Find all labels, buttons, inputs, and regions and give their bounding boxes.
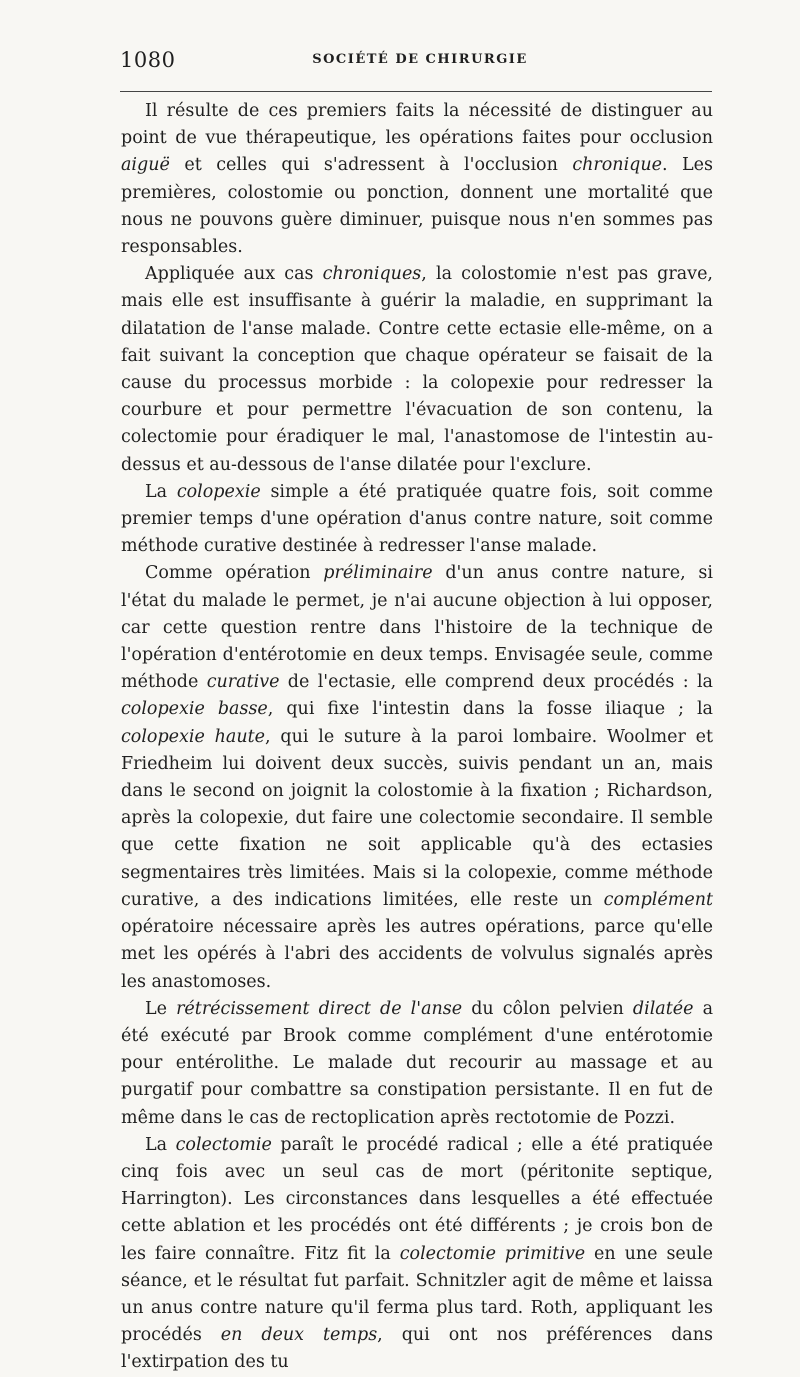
- page-header: [120, 48, 720, 78]
- text-run: et celles qui s'adressent à l'occlusion: [169, 155, 573, 176]
- text-run: , la colostomie n'est pas grave, mais elle est insuffisante à guérir la maladie, en supprimant la dilatation de l'anse malade. Contre cette ectasie elle-même, on a fait suivant la conception que chaque opérateur se faisait de la cause du processus morbide : la colopexie pour redresser la courbure et pour permettre l'évacuation de son contenu, la colectomie pour éradiquer le mal, l'anastomose de l'intestin au-dessus et au-dessous de l'anse dilatée pour l'exclure.: [121, 264, 713, 475]
- paragraph: [121, 1132, 713, 1377]
- italic-text: colopexie basse: [121, 699, 268, 720]
- italic-text: aiguë: [121, 155, 170, 176]
- page-number: 1080: [120, 48, 176, 72]
- italic-text: curative: [206, 672, 280, 693]
- paragraph: [121, 996, 713, 1132]
- text-run: La: [145, 481, 177, 502]
- italic-text: colopexie: [176, 481, 261, 502]
- italic-text: colopexie haute: [121, 726, 266, 747]
- text-run: , qui fixe l'intestin dans la fosse iliaque ; la: [267, 699, 713, 720]
- text-run: . Les premières, colostomie ou ponction, donnent une mortalité que nous ne pouvons guère diminuer, puisque nous n'en sommes pas responsables.: [121, 155, 713, 258]
- body-text: [121, 98, 713, 1377]
- paragraph: [121, 261, 713, 479]
- header-rule: [120, 91, 712, 92]
- text-run: a été exécuté par Brook comme complément d'une entérotomie pour entérolithe. Le malade dut recourir au massage et au purgatif pour combattre sa constipation persistante. Il en fut de même dans le cas de rectoplication après rectotomie de Pozzi.: [121, 998, 713, 1128]
- italic-text: préliminaire: [323, 563, 433, 584]
- text-run: La: [145, 1134, 176, 1155]
- italic-text: complément: [603, 889, 713, 910]
- italic-text: colectomie primitive: [399, 1243, 586, 1264]
- text-run: en une seule séance, et le résultat fut parfait. Schnitzler agit de même et laissa un anus contre nature qu'il ferma plus tard. Roth, appliquant les procédés: [121, 1243, 713, 1346]
- text-run: opératoire nécessaire après les autres opérations, parce qu'elle met les opérés à l'abri des accidents de volvulus signalés après les anastomoses.: [121, 917, 713, 992]
- text-run: simple a été pratiquée quatre fois, soit comme premier temps d'une opération d'anus contre nature, soit comme méthode curative destinée à redresser l'anse malade.: [121, 481, 713, 557]
- italic-text: chroniques: [322, 264, 422, 285]
- text-run: Le: [145, 998, 177, 1019]
- paragraph: [121, 560, 713, 995]
- paragraph: [121, 98, 713, 261]
- text-run: , qui le suture à la paroi lombaire. Woolmer et Friedheim lui doivent deux succès, suivis pendant un an, mais dans le second on joignit la colostomie à la fixation ; Richardson, après la colopexie, dut faire une colectomie secondaire. Il semble que cette fixation ne soit applicable qu'à des ectasies segmentaires très limitées. Mais si la colopexie, comme méthode curative, a des indications limitées, elle reste un: [121, 726, 713, 910]
- italic-text: rétrécissement direct de l'anse: [176, 998, 463, 1019]
- italic-text: en deux temps: [220, 1325, 378, 1346]
- text-run: , qui ont nos préférences dans l'extirpation des tu: [121, 1325, 713, 1373]
- text-run: Il résulte de ces premiers faits la nécessité de distinguer au point de vue thérapeutique, les opérations faites pour occlusion: [121, 101, 713, 149]
- italic-text: chronique: [572, 155, 662, 176]
- text-run: de l'ectasie, elle comprend deux procédés : la: [279, 672, 713, 693]
- italic-text: dilatée: [632, 998, 694, 1019]
- text-run: Comme opération: [145, 563, 324, 584]
- text-run: Appliquée aux cas: [145, 264, 323, 285]
- text-run: d'un anus contre nature, si l'état du malade le permet, je n'ai aucune objection à lui opposer, car cette question rentre dans l'histoire de la technique de l'opération d'entérotomie en deux temps. Envisagée seule, comme méthode: [121, 563, 713, 693]
- paragraph: [121, 479, 713, 561]
- running-title: SOCIÉTÉ DE CHIRURGIE: [312, 52, 528, 67]
- text-run: du côlon pelvien: [462, 998, 633, 1019]
- italic-text: colectomie: [175, 1134, 272, 1155]
- text-run: paraît le procédé radical ; elle a été pratiquée cinq fois avec un seul cas de mort (péritonite septique, Harrington). Les circonstances dans lesquelles a été effectuée cette ablation et les procédés ont été différents ; je crois bon de les faire connaître. Fitz fit la: [121, 1134, 713, 1264]
